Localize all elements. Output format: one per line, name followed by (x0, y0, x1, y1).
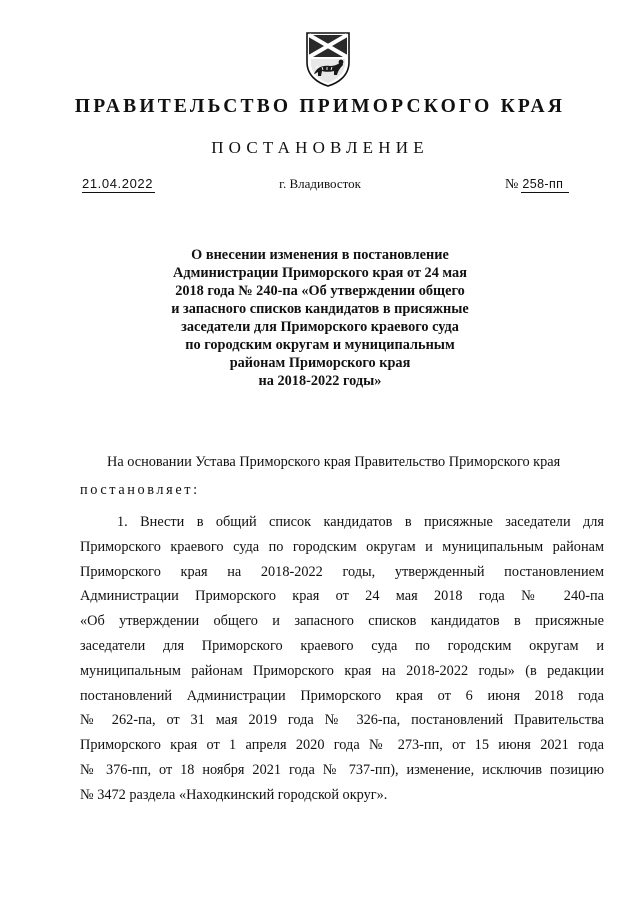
item-line: Приморского края от 1 апреля 2020 года № 273-пп, от 15 июня 2021 года (80, 737, 604, 754)
meta-row (0, 176, 640, 196)
document-number (505, 176, 569, 193)
item-line: 1. Внести в общий список кандидатов в присяжные заседатели для (117, 514, 604, 530)
intro-paragraph: На основании Устава Приморского края Правительство Приморского края (107, 454, 561, 470)
subject-line: заседатели для Приморского краевого суда (181, 319, 459, 335)
subject-line: районам Приморского края (229, 355, 411, 371)
city: г. Владивосток (279, 176, 361, 191)
subject-line: по городским округам и муниципальным (185, 337, 455, 353)
subject-line: на 2018-2022 годы» (258, 373, 382, 389)
subject-line: 2018 года № 240-па «Об утверждении общего (175, 283, 465, 299)
number-sign: № (505, 177, 519, 192)
document-type: ПОСТАНОВЛЕНИЕ (211, 138, 429, 157)
item-line: № 3472 раздела «Находкинский городской округ». (80, 786, 388, 803)
decree-word: постановляет: (80, 482, 200, 498)
subject-line: О внесении изменения в постановление (191, 247, 449, 263)
coat-of-arms-icon (304, 30, 352, 88)
subject-line: Администрации Приморского края от 24 мая (173, 265, 467, 281)
item-line: заседатели для Приморского краевого суда по городским округам и (80, 637, 604, 654)
document-date: 21.04.2022 (82, 176, 154, 191)
item-line: Приморского края на 2018-2022 годы, утвержденный постановлением (80, 563, 604, 580)
item-1 (80, 510, 604, 808)
item-line: Администрации Приморского края от 24 мая 2018 года № 240-па (80, 588, 604, 605)
item-line: № 262-па, от 31 мая 2019 года № 326-па, постановлений Правительства (80, 712, 604, 729)
document-subject (150, 246, 490, 390)
government-title: ПРАВИТЕЛЬСТВО ПРИМОРСКОГО КРАЯ (74, 96, 566, 117)
item-line: Приморского краевого суда по городским округам и муниципальным районам (80, 538, 604, 555)
item-line: муниципальным районам Приморского края на 2018-2022 годы» (в редакции (80, 662, 604, 679)
number-value: 258-пп (521, 176, 569, 193)
item-line: постановлений Администрации Приморского края от 6 июня 2018 года (80, 687, 604, 704)
item-line: № 376-пп, от 18 ноября 2021 года № 737-пп), изменение, исключив позицию (80, 761, 604, 778)
item-line: «Об утверждении общего и запасного списков кандидатов в присяжные (80, 613, 604, 630)
subject-line: и запасного списков кандидатов в присяжные (171, 301, 469, 317)
